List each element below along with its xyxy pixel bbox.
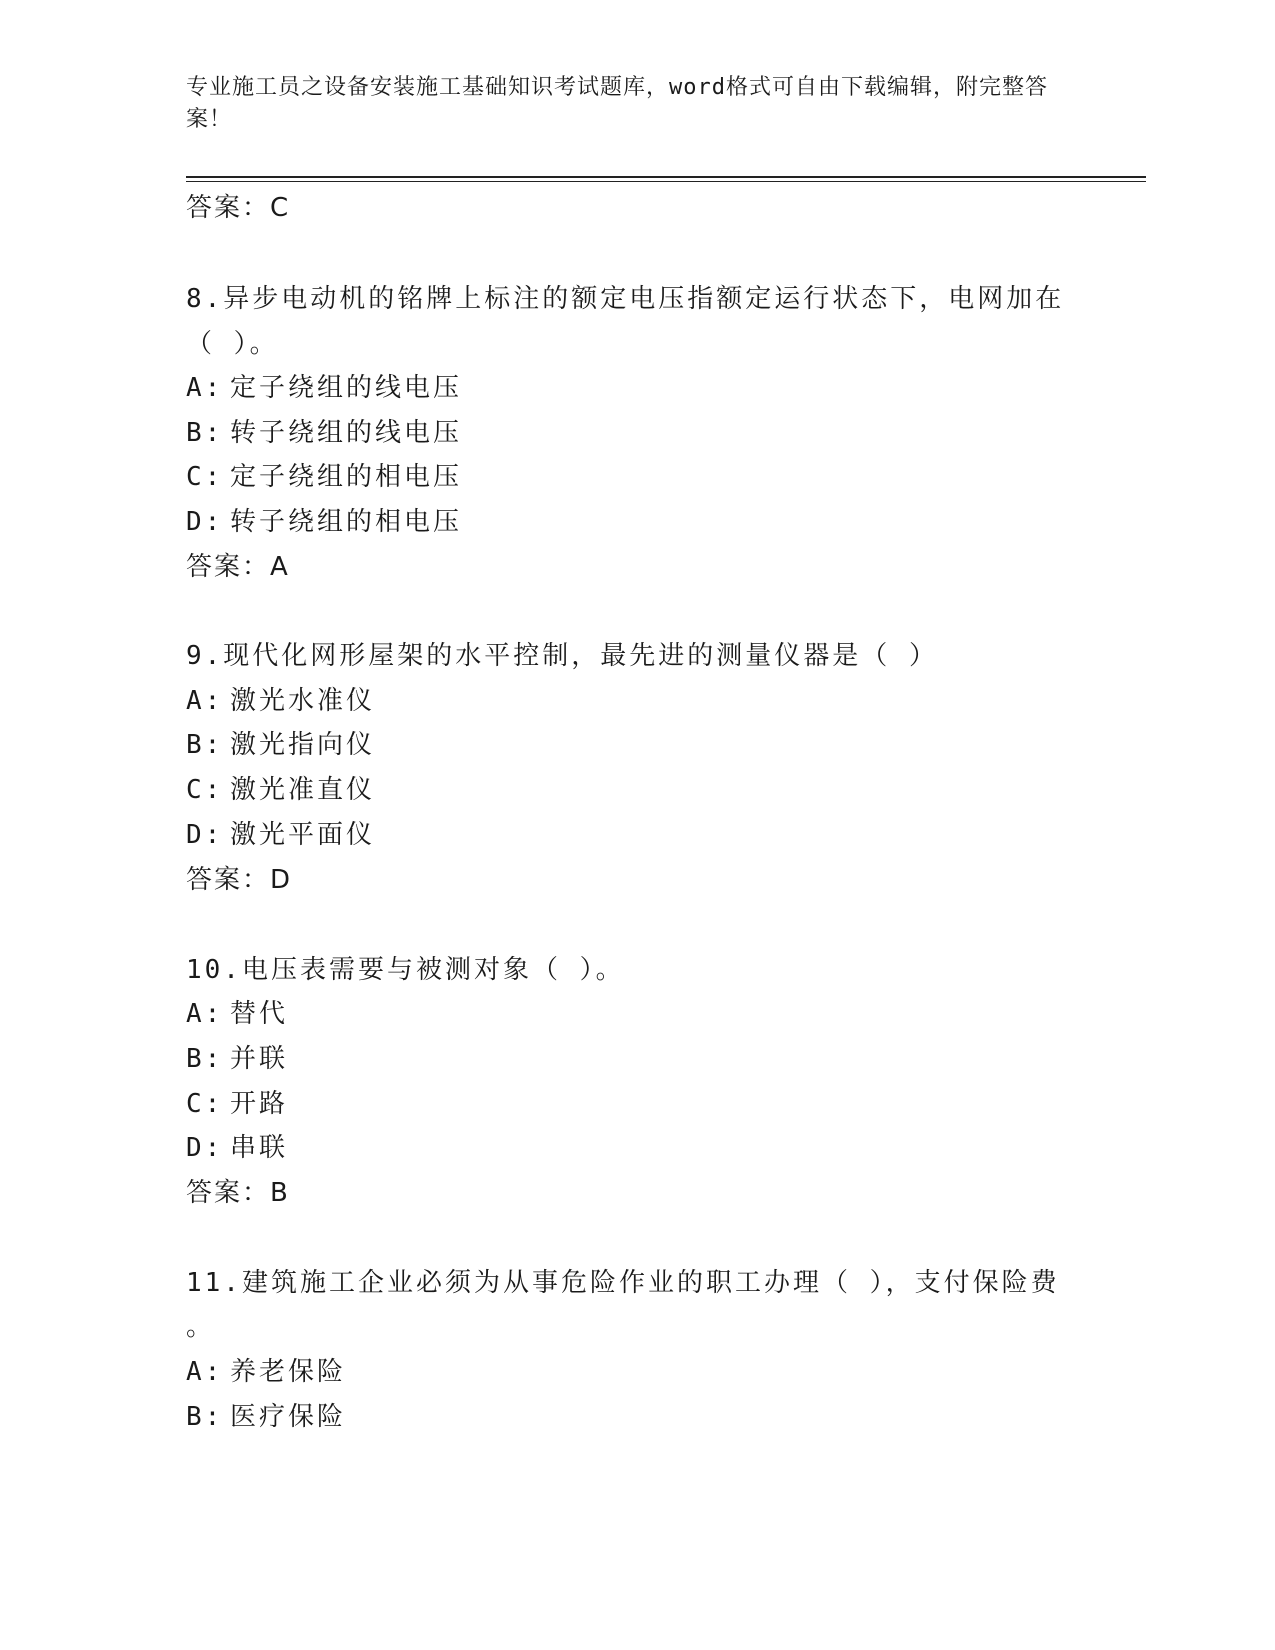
option-d bbox=[186, 819, 375, 851]
document-header: 专业施工员之设备安装施工基础知识考试题库，word格式可自由下载编辑，附完整答案！ bbox=[186, 75, 1048, 132]
option-text: 养老保险 bbox=[230, 1357, 347, 1387]
header-divider-thin bbox=[186, 181, 1146, 182]
option-key: C: bbox=[186, 462, 224, 492]
option-key: A: bbox=[186, 999, 224, 1029]
option-text: 医疗保险 bbox=[230, 1402, 347, 1432]
option-text: 开路 bbox=[230, 1089, 289, 1119]
option-key: C: bbox=[186, 775, 224, 805]
option-key: B: bbox=[186, 1402, 224, 1432]
option-d bbox=[186, 506, 462, 538]
option-key: D: bbox=[186, 820, 224, 850]
option-text: 激光准直仪 bbox=[230, 775, 376, 805]
option-text: 定子绕组的线电压 bbox=[230, 373, 463, 403]
option-b bbox=[186, 1043, 288, 1075]
option-key: B: bbox=[186, 730, 224, 760]
option-b bbox=[186, 417, 462, 449]
option-key: A: bbox=[186, 373, 224, 403]
option-a bbox=[186, 998, 288, 1030]
answer-label: 答案：A bbox=[186, 552, 290, 582]
option-d bbox=[186, 1132, 288, 1164]
question-stem: 10.电压表需要与被测对象（ ）。 bbox=[186, 955, 625, 985]
header-divider-thick bbox=[186, 176, 1146, 178]
option-b bbox=[186, 1401, 346, 1433]
option-text: 激光平面仪 bbox=[230, 820, 376, 850]
option-key: D: bbox=[186, 1133, 224, 1163]
option-a bbox=[186, 685, 375, 717]
option-key: C: bbox=[186, 1089, 224, 1119]
question-stem: 9.现代化网形屋架的水平控制，最先进的测量仪器是（ ） bbox=[186, 641, 938, 671]
option-key: A: bbox=[186, 1357, 224, 1387]
option-a bbox=[186, 1356, 346, 1388]
answer-label: 答案：D bbox=[186, 865, 293, 895]
question-stem: 11.建筑施工企业必须为从事危险作业的职工办理（ ），支付保险费 bbox=[186, 1268, 1060, 1298]
question-stem-continued: 。 bbox=[186, 1312, 216, 1342]
option-text: 替代 bbox=[230, 999, 289, 1029]
question-stem: 8.异步电动机的铭牌上标注的额定电压指额定运行状态下，电网加在 bbox=[186, 284, 1065, 314]
option-c bbox=[186, 1088, 288, 1120]
question-stem-continued: （ ）。 bbox=[186, 329, 279, 359]
answer-label: 答案：B bbox=[186, 1178, 290, 1208]
option-text: 并联 bbox=[230, 1044, 289, 1074]
option-key: B: bbox=[186, 418, 224, 448]
option-text: 转子绕组的线电压 bbox=[230, 418, 463, 448]
option-text: 激光指向仪 bbox=[230, 730, 376, 760]
option-key: A: bbox=[186, 686, 224, 716]
option-text: 定子绕组的相电压 bbox=[230, 462, 463, 492]
answer-label: 答案：C bbox=[186, 193, 291, 223]
option-c bbox=[186, 774, 375, 806]
option-b bbox=[186, 729, 375, 761]
option-key: D: bbox=[186, 507, 224, 537]
option-key: B: bbox=[186, 1044, 224, 1074]
option-c bbox=[186, 461, 462, 493]
option-a bbox=[186, 372, 462, 404]
option-text: 串联 bbox=[230, 1133, 289, 1163]
option-text: 转子绕组的相电压 bbox=[230, 507, 463, 537]
option-text: 激光水准仪 bbox=[230, 686, 376, 716]
